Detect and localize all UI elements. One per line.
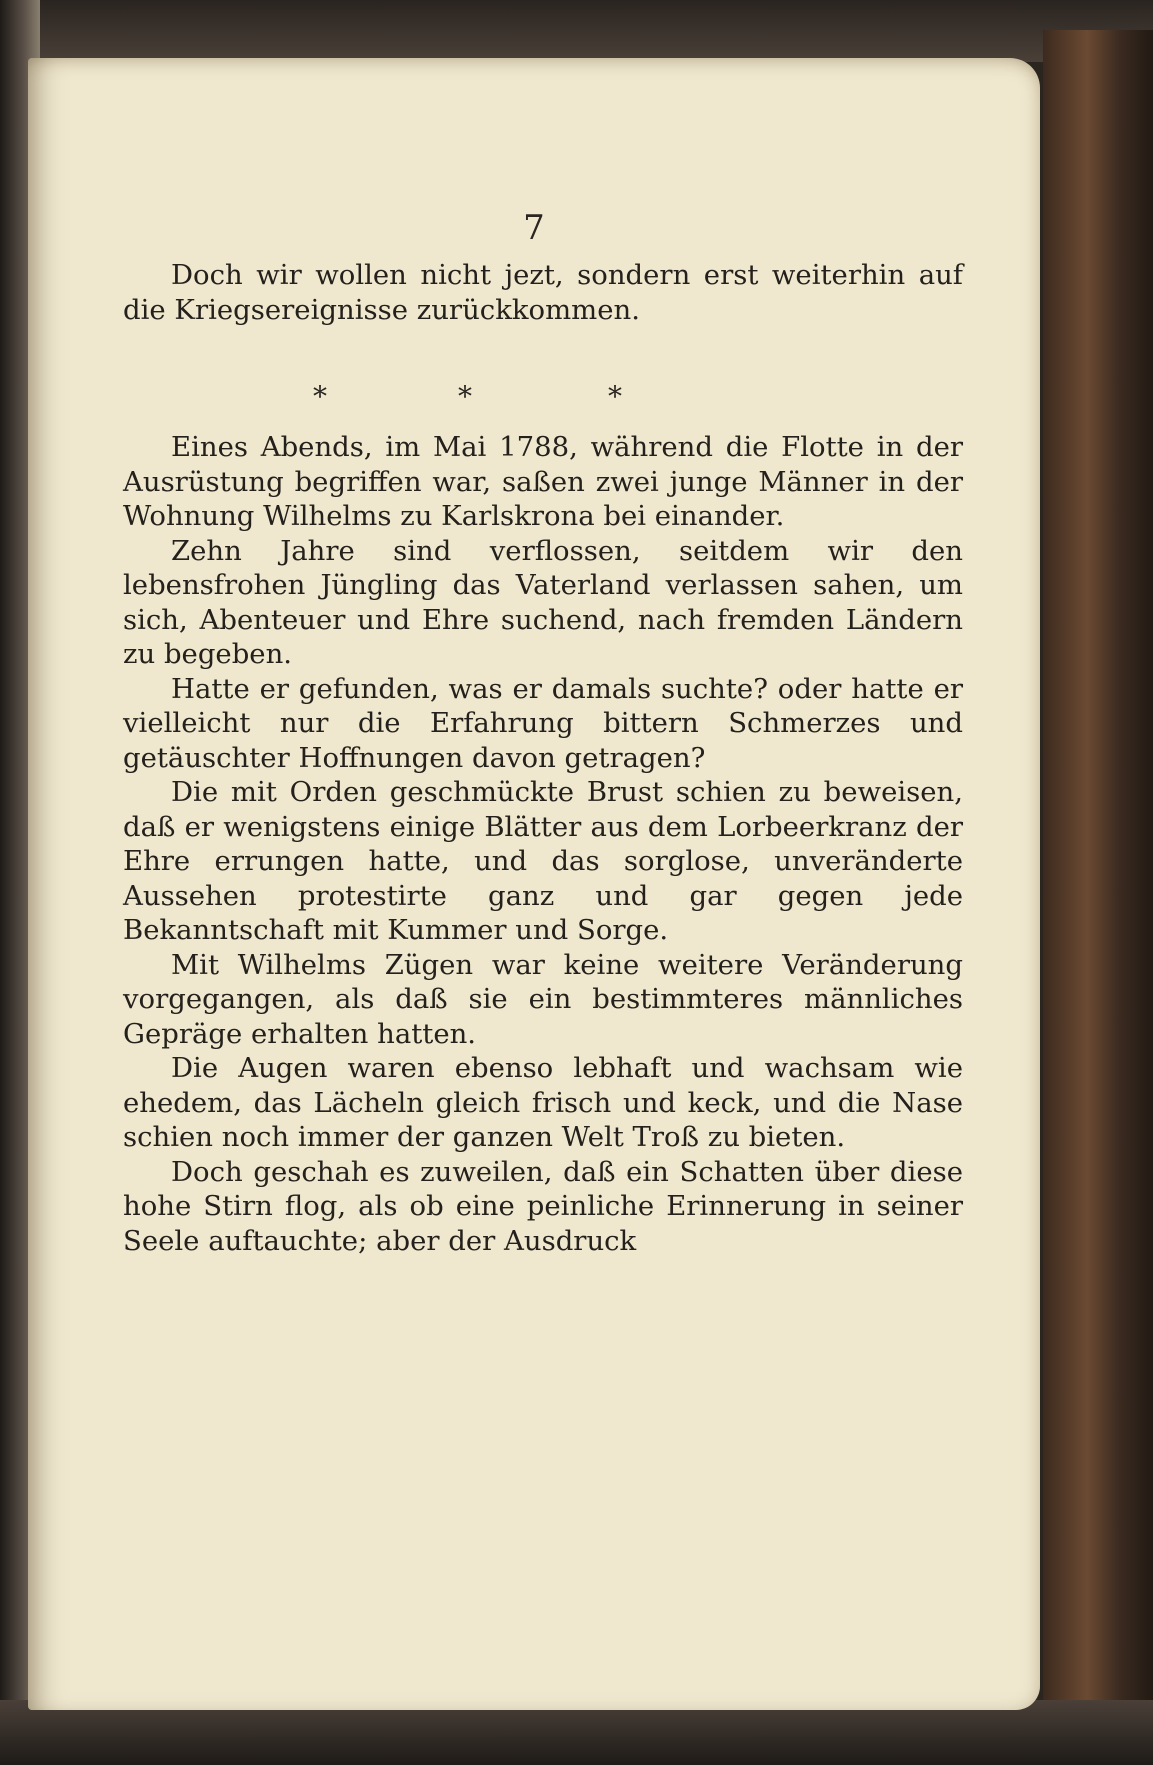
- paragraph: Die Augen waren ebenso lebhaft und wachsam wie ehedem, das Lächeln gleich frisch und keck, und die Nase schien noch immer der ganzen Welt Troß zu bieten.: [123, 1052, 963, 1153]
- page-number: 7: [523, 208, 545, 248]
- paragraph: Mit Wilhelms Zügen war keine weitere Veränderung vorgegangen, als daß sie ein bestimmteres männliches Gepräge erhalten hatten.: [123, 948, 963, 1050]
- paragraph: Doch geschah es zuweilen, daß ein Schatten über diese hohe Stirn flog, als ob eine peinliche Erinnerung in seiner Seele auftauchte; aber der Ausdruck: [123, 1155, 963, 1257]
- paragraph: Eines Abends, im Mai 1788, während die Flotte in der Ausrüstung begriffen war, saßen zwei junge Männer in der Wohnung Wilhelms zu Karlskrona bei einander.: [123, 431, 963, 532]
- opening-paragraph: Doch wir wollen nicht jezt, sondern erst weiterhin auf die Kriegsereignisse zurückkommen.: [123, 259, 963, 326]
- separator-asterisk: *: [458, 380, 472, 413]
- separator-asterisk: *: [313, 380, 327, 413]
- paragraph: Hatte er gefunden, was er damals suchte? oder hatte er vielleicht nur die Erfahrung bittern Schmerzes und getäuschter Hoffnungen davon getragen?: [123, 672, 963, 774]
- paragraph: Zehn Jahre sind verflossen, seitdem wir den lebensfrohen Jüngling das Vaterland verlassen sahen, um sich, Abenteuer und Ehre suchend, nach fremden Ländern zu begeben.: [123, 534, 963, 670]
- opening-paragraph-block: [123, 258, 963, 327]
- section-separator: [28, 380, 1040, 420]
- book-cover-edge: [1043, 30, 1153, 1750]
- book-page: [28, 58, 1040, 1710]
- separator-asterisk: *: [608, 380, 622, 413]
- main-text: [123, 430, 963, 1258]
- paragraph: Die mit Orden geschmückte Brust schien zu beweisen, daß er wenigstens einige Blätter aus dem Lorbeerkranz der Ehre errungen hatte, und das sorglose, unveränderte Aussehen protestirte ganz und gar gegen jede Bekanntschaft mit Kummer und Sorge.: [123, 776, 963, 946]
- book-binding-top: [0, 0, 1153, 62]
